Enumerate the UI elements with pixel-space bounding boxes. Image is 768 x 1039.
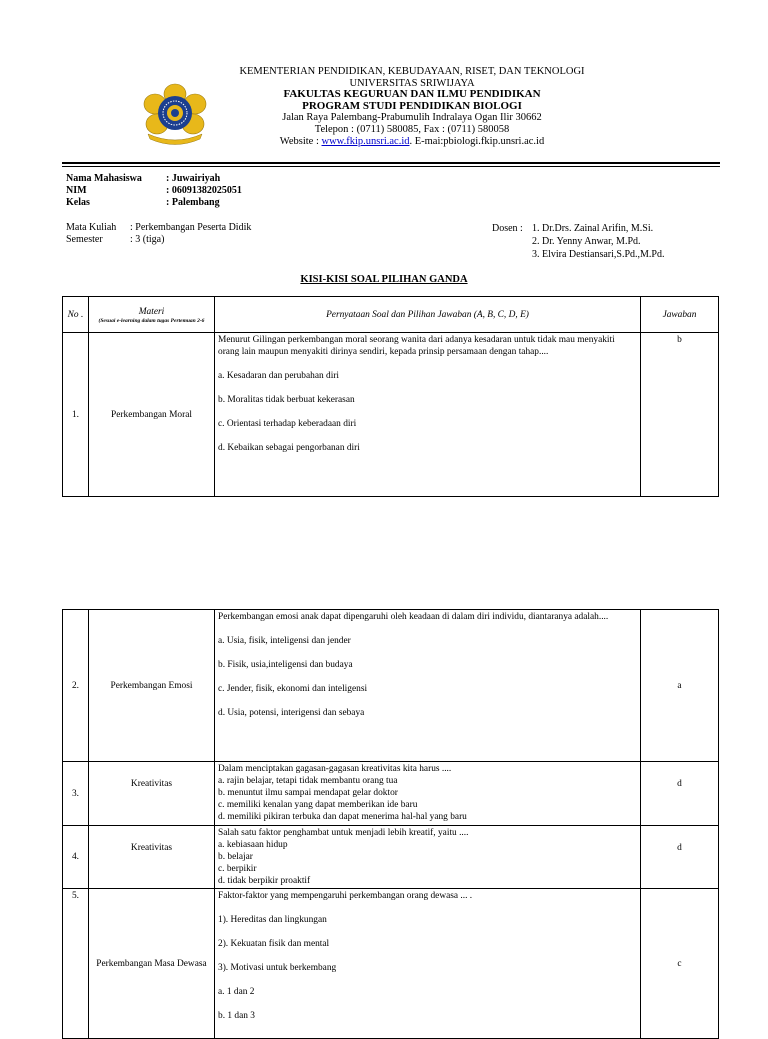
option: a. Kesadaran dan perubahan diri bbox=[218, 371, 340, 381]
option: c. memiliki kenalan yang dapat memberikan ide baru bbox=[218, 800, 418, 810]
table-row bbox=[63, 826, 719, 889]
student-info bbox=[66, 173, 242, 209]
table-row bbox=[63, 762, 719, 826]
lecturer-info bbox=[492, 222, 665, 261]
website-link[interactable]: www.fkip.unsri.ac.id bbox=[321, 135, 410, 147]
row-question bbox=[215, 333, 641, 497]
dosen-name: 1. Dr.Drs. Zainal Arifin, M.Si. bbox=[532, 223, 654, 234]
letterhead bbox=[222, 66, 602, 147]
course-info bbox=[66, 222, 251, 246]
row-question bbox=[215, 889, 641, 1039]
website-label: Website : bbox=[279, 135, 322, 147]
option: a. Usia, fisik, inteligensi dan jender bbox=[218, 636, 351, 646]
dosen-name: 3. Elvira Destiansari,S.Pd.,M.Pd. bbox=[532, 249, 665, 260]
kelas-value: : Palembang bbox=[166, 197, 220, 208]
dosen-name: 2. Dr. Yenny Anwar, M.Pd. bbox=[532, 236, 641, 247]
nim-value: : 06091382025051 bbox=[166, 185, 242, 196]
dosen-label: Dosen : bbox=[492, 223, 523, 234]
option: c. Jender, fisik, ekonomi dan inteligensi bbox=[218, 684, 368, 694]
semester-value: : 3 (tiga) bbox=[130, 234, 165, 245]
email-text: . E-mai:pbiologi.fkip.unsri.ac.id bbox=[409, 135, 545, 147]
header-materi-label: Materi bbox=[138, 306, 165, 317]
faculty-name: FAKULTAS KEGURUAN DAN ILMU PENDIDIKAN bbox=[283, 88, 541, 101]
option: b. menuntut ilmu sampai mendapat gelar doktor bbox=[218, 788, 398, 798]
row-no: 1. bbox=[63, 333, 89, 497]
address: Jalan Raya Palembang-Prabumulih Indralaya Ogan Ilir 30662 bbox=[282, 112, 542, 124]
option: d. memiliki pikiran terbuka dan dapat menerima hal-hal yang baru bbox=[218, 812, 467, 822]
phone-fax: Telepon : (0711) 580085, Fax : (0711) 580058 bbox=[314, 123, 510, 135]
semester-label: Semester bbox=[66, 234, 103, 245]
university-logo-icon bbox=[126, 82, 224, 146]
matkul-label: Mata Kuliah bbox=[66, 222, 117, 233]
row-answer: d bbox=[641, 826, 719, 889]
program-name: PROGRAM STUDI PENDIDIKAN BIOLOGI bbox=[302, 99, 522, 112]
option: 2). Kekuatan fisik dan mental bbox=[218, 939, 330, 949]
question-table-1 bbox=[62, 296, 719, 497]
header-no: No . bbox=[63, 297, 89, 333]
name-value: : Juwairiyah bbox=[166, 173, 221, 184]
row-materi: Perkembangan Emosi bbox=[89, 610, 215, 762]
option: b. belajar bbox=[218, 852, 253, 862]
ministry-name: KEMENTERIAN PENDIDIKAN, KEBUDAYAAN, RISET, DAN TEKNOLOGI bbox=[239, 66, 585, 77]
row-materi: Kreativitas bbox=[89, 826, 215, 889]
row-question bbox=[215, 610, 641, 762]
option: b. 1 dan 3 bbox=[218, 1011, 255, 1021]
row-materi: Perkembangan Moral bbox=[89, 333, 215, 497]
nim-label: NIM bbox=[66, 185, 87, 196]
header-answer: Jawaban bbox=[641, 297, 719, 333]
contact-line bbox=[222, 136, 602, 148]
letterhead-rule-thick bbox=[62, 162, 720, 164]
option: 1). Hereditas dan lingkungan bbox=[218, 915, 327, 925]
row-no: 4. bbox=[63, 826, 89, 889]
option: 3). Motivasi untuk berkembang bbox=[218, 963, 337, 973]
option: a. rajin belajar, tetapi tidak membantu orang tua bbox=[218, 776, 398, 786]
question-text: Menurut Gilingan perkembangan moral seorang wanita dari adanya kesadaran untuk tidak mau menyakiti orang lain maupun menyakiti dirinya sendiri, kepada prinsip persamaan dengan tahap.... bbox=[218, 335, 615, 357]
row-no: 3. bbox=[63, 762, 89, 826]
letterhead-rule-thin bbox=[62, 166, 720, 167]
question-text: Dalam menciptakan gagasan-gagasan kreativitas kita harus .... bbox=[218, 764, 452, 774]
option: d. Usia, potensi, interigensi dan sebaya bbox=[218, 708, 365, 718]
question-text: Salah satu faktor penghambat untuk menjadi lebih kreatif, yaitu .... bbox=[218, 828, 469, 838]
row-question bbox=[215, 762, 641, 826]
option: b. Moralitas tidak berbuat kekerasan bbox=[218, 395, 355, 405]
header-question: Pernyataan Soal dan Pilihan Jawaban (A, B, C, D, E) bbox=[215, 297, 641, 333]
row-materi: Perkembangan Masa Dewasa bbox=[89, 889, 215, 1039]
option: c. berpikir bbox=[218, 864, 257, 874]
kelas-label: Kelas bbox=[66, 197, 90, 208]
matkul-value: : Perkembangan Peserta Didik bbox=[130, 222, 252, 233]
table-header-row bbox=[63, 297, 719, 333]
question-text: Perkembangan emosi anak dapat dipengaruhi oleh keadaan di dalam diri individu, diantaranya adalah.... bbox=[218, 612, 609, 622]
header-materi-sub: (Sesuai e-learning dalam tugas Pertemuan 2-6 bbox=[98, 317, 205, 324]
option: d. Kebaikan sebagai pengorbanan diri bbox=[218, 443, 360, 453]
row-answer: a bbox=[641, 610, 719, 762]
name-label: Nama Mahasiswa bbox=[66, 173, 142, 184]
row-materi: Kreativitas bbox=[89, 762, 215, 826]
option: d. tidak berpikir proaktif bbox=[218, 876, 311, 886]
row-no: 5. bbox=[63, 889, 89, 1039]
university-name: UNIVERSITAS SRIWIJAYA bbox=[349, 77, 475, 89]
question-table-2 bbox=[62, 609, 719, 1039]
option: a. 1 dan 2 bbox=[218, 987, 255, 997]
row-answer: c bbox=[641, 889, 719, 1039]
option: c. Orientasi terhadap keberadaan diri bbox=[218, 419, 357, 429]
table-row bbox=[63, 889, 719, 1039]
question-text: Faktor-faktor yang mempengaruhi perkembangan orang dewasa ... . bbox=[218, 891, 473, 901]
row-question bbox=[215, 826, 641, 889]
table-row bbox=[63, 333, 719, 497]
page-title: KISI-KISI SOAL PILIHAN GANDA bbox=[300, 274, 468, 285]
option: a. kebiasaan hidup bbox=[218, 840, 288, 850]
row-answer: d bbox=[641, 762, 719, 826]
table-row bbox=[63, 610, 719, 762]
option: b. Fisik, usia,inteligensi dan budaya bbox=[218, 660, 353, 670]
row-no: 2. bbox=[63, 610, 89, 762]
row-answer: b bbox=[641, 333, 719, 497]
header-materi bbox=[89, 297, 215, 333]
